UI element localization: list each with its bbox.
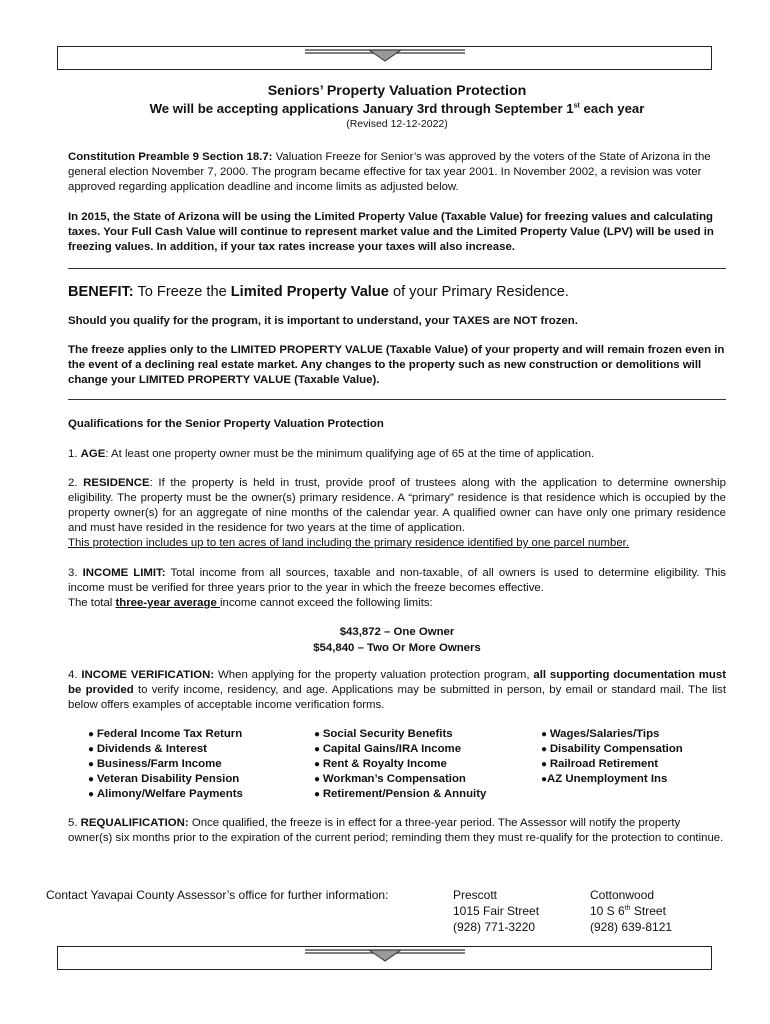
benefit-heading: [68, 283, 726, 301]
list-item: ● Dividends & Interest: [88, 742, 314, 757]
list-item: ● Business/Farm Income: [88, 757, 314, 772]
office-prescott: [453, 887, 539, 935]
cottonwood-street-name: Street: [630, 904, 666, 918]
residence-label: RESIDENCE: [83, 477, 150, 489]
forms-column-1: [88, 727, 314, 802]
cottonwood-city: Cottonwood: [590, 888, 655, 902]
income-limits: [68, 624, 726, 656]
intro-lead: Constitution Preamble 9 Section 18.7:: [68, 151, 273, 163]
qual-residence: [68, 476, 726, 551]
verification-text: When applying for the property valuation protection program,: [214, 669, 534, 681]
qualifications-heading: Qualifications for the Senior Property Valuation Protection: [68, 418, 384, 430]
age-label: AGE: [80, 448, 106, 460]
benefit-text-end: of your Primary Residence.: [388, 284, 569, 300]
age-number: 1.: [68, 448, 81, 460]
verification-forms-list: [68, 727, 726, 802]
list-item: ● Railroad Retirement: [541, 757, 683, 772]
benefit-strong: Limited Property Value: [230, 284, 389, 300]
residence-text: : If the property is held in trust, provide proof of trustees along with the application to determine ownership eligibility. The property must be the owner(s) primary residence. A “primary” residence is that residence which is occupied by the property owner(s) for an aggregate of nine months of the calendar year. A qualified owner can have only one primary residence and must have resided in the residence for two years at the time of application.: [68, 477, 726, 534]
contact-label: Contact Yavapai County Assessor’s office for further information:: [46, 888, 389, 902]
income-label: INCOME LIMIT:: [82, 567, 166, 579]
limit-one-owner: $43,872 – One Owner: [339, 626, 455, 638]
qual-requalification: [68, 816, 726, 846]
intro-paragraph: [68, 150, 726, 195]
income-total-underline: three-year average: [115, 597, 220, 609]
top-border-bar: [57, 46, 712, 70]
revised-date: (Revised 12-12-2022): [346, 118, 448, 130]
prescott-city: Prescott: [453, 888, 498, 902]
divider-1: [68, 268, 726, 269]
list-item: ● Capital Gains/IRA Income: [314, 742, 541, 757]
requalification-text: Once qualified, the freeze is in effect for a three-year period. The Assessor will notify the property owner(s) six months prior to the expiration of the current period; reminding them they must re-qualify for the protection to continue.: [68, 817, 724, 844]
subtitle-text: We will be accepting applications January 3rd through September 1: [149, 101, 574, 116]
divider-2: [68, 399, 726, 400]
bottom-border-bar: [57, 946, 712, 970]
list-item: ● Veteran Disability Pension: [88, 772, 314, 787]
page-subtitle: [68, 100, 726, 117]
qual-income: [68, 566, 726, 611]
forms-column-3: [541, 727, 683, 802]
office-cottonwood: [590, 887, 672, 935]
list-item: ● Alimony/Welfare Payments: [88, 787, 314, 802]
income-text: Total income from all sources, taxable and non-taxable, of all owners is used to determine eligibility. This income must be verified for three years prior to the year in which the freeze becomes effective.: [68, 567, 726, 594]
verification-label: INCOME VERIFICATION:: [81, 669, 215, 681]
age-text: : At least one property owner must be the minimum qualifying age of 65 at the time of application.: [105, 448, 595, 460]
qual-verification: [68, 668, 726, 713]
page-title: Seniors’ Property Valuation Protection: [267, 83, 527, 99]
income-total-pre: The total: [68, 597, 116, 609]
requalification-number: 5.: [68, 817, 81, 829]
requalification-label: REQUALIFICATION:: [80, 817, 189, 829]
qual-age: [68, 447, 726, 462]
benefit-label: BENEFIT:: [68, 284, 134, 300]
subtitle-sup: st: [573, 102, 580, 110]
benefit-text: To Freeze the: [133, 284, 231, 300]
cottonwood-street: [590, 903, 672, 919]
cottonwood-street-sup: th: [624, 905, 631, 912]
top-tab-icon: [305, 46, 465, 62]
list-item: ● Social Security Benefits: [314, 727, 541, 742]
prescott-street: 1015 Fair Street: [453, 904, 540, 918]
document-body: [68, 83, 726, 846]
intro-text: Valuation Freeze for Senior’s was approved by the voters of the State of Arizona in the general election November 7, 2000. The program became effective for tax year 2001. In November 2002, a revision was voter approved regarding application deadline and income limits as adjusted below.: [68, 151, 711, 193]
residence-number: 2.: [68, 477, 84, 489]
subtitle-end: each year: [579, 101, 645, 116]
residence-acreage: This protection includes up to ten acres of land including the primary residence identified by one parcel number.: [68, 537, 629, 549]
benefit-note-freeze: The freeze applies only to the LIMITED PROPERTY VALUE (Taxable Value) of your property and will remain frozen even in the event of a declining real estate market. Any changes to the property such as new construction or demolitions will change your LIMITED PROPERTY VALUE (Taxable Value).: [68, 344, 725, 386]
prescott-phone: (928) 771-3220: [453, 920, 536, 934]
cottonwood-street-number: 10 S 6: [590, 904, 625, 918]
forms-column-2: [314, 727, 541, 802]
list-item: ● Retirement/Pension & Annuity: [314, 787, 541, 802]
list-item: ● Wages/Salaries/Tips: [541, 727, 683, 742]
list-item: ● Federal Income Tax Return: [88, 727, 314, 742]
verification-bold: all supporting documentation must be provided: [68, 669, 727, 696]
income-number: 3.: [68, 567, 83, 579]
income-total-post: income cannot exceed the following limits:: [219, 597, 433, 609]
list-item: ● Disability Compensation: [541, 742, 683, 757]
verification-text-end: to verify income, residency, and age. Applications may be submitted in person, by email or standard mail. The list below offers examples of acceptable income verification forms.: [68, 684, 726, 711]
verification-number: 4.: [68, 669, 82, 681]
bottom-tab-icon: [305, 946, 465, 962]
list-item: ● Workman’s Compensation: [314, 772, 541, 787]
cottonwood-phone: (928) 639-8121: [590, 920, 673, 934]
list-item: ● AZ Unemployment Ins: [541, 772, 683, 787]
benefit-note-taxes: Should you qualify for the program, it is important to understand, your TAXES are NOT frozen.: [68, 315, 578, 327]
list-item: ● Rent & Royalty Income: [314, 757, 541, 772]
lpv-note: In 2015, the State of Arizona will be using the Limited Property Value (Taxable Value) for freezing values and calculating taxes. Your Full Cash Value will continue to represent market value and the Limited Property Value (LPV) will be used in freezing values. In addition, if your tax rates increase your taxes will also increase.: [68, 211, 714, 253]
limit-two-owners: $54,840 – Two Or More Owners: [313, 642, 481, 654]
